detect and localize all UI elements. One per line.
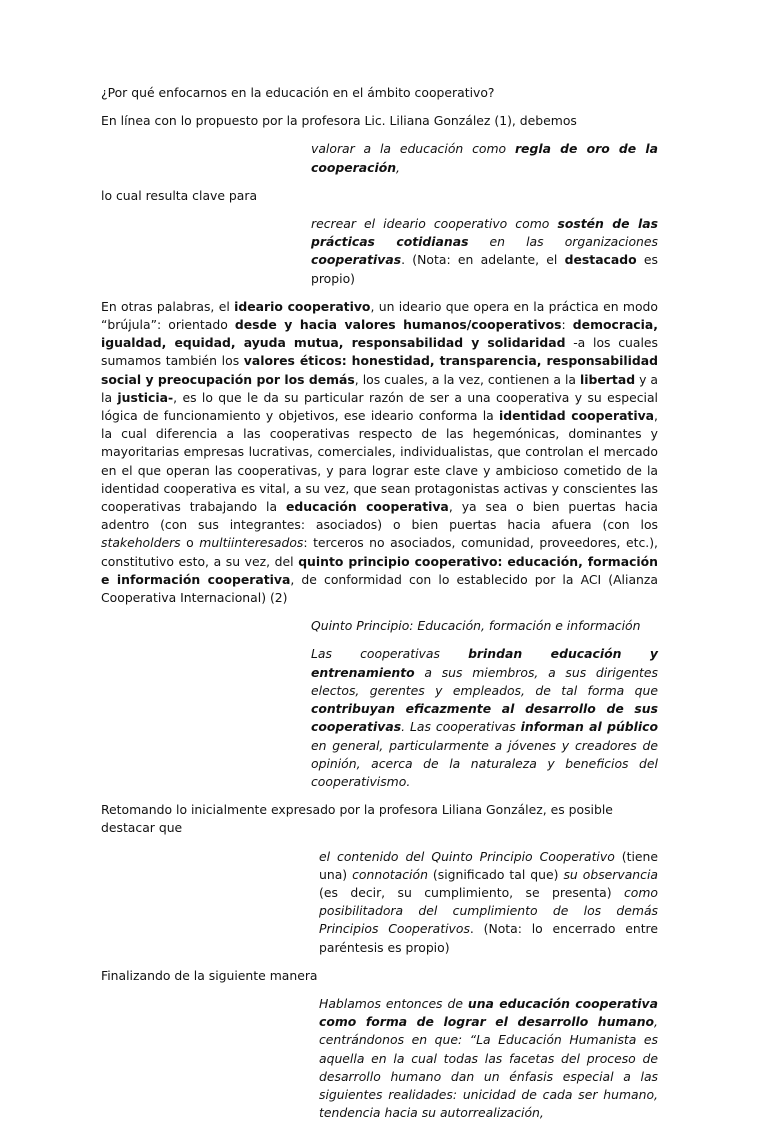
text-run: Hablamos entonces de — [319, 995, 468, 1011]
text-run: stakeholders — [101, 535, 181, 551]
text-run: : terceros no asociados, comunidad, proveedores, etc.), constitutivo esto, a su vez, del — [101, 535, 658, 569]
text-run: multiinteresados — [199, 535, 304, 551]
text-run: quinto principio cooperativo: educación, formación e información cooperativa — [101, 553, 658, 587]
text-run: En otras palabras, el — [101, 298, 235, 314]
text-run: democracia, igualdad, equidad, ayuda mutua, responsabilidad y solidaridad — [101, 317, 658, 351]
heading-question: ¿Por qué enfocarnos en la educación en el ámbito cooperativo? — [101, 85, 495, 100]
paragraph-intro: En línea con lo propuesto por la profesora Lic. Liliana González (1), debemos — [101, 113, 577, 129]
text-run: justicia- — [117, 389, 174, 405]
text-run: libertad — [580, 371, 636, 387]
text-run: , ya sea o bien puertas hacia adentro (con sus integrantes: asociados) o bien puertas hacia afuera (con los — [101, 499, 658, 533]
text-run: , centrándonos en que: “La Educación Humanista es aquella en la cual todas las facetas del proceso de desarrollo humano dan un énfasis especial a las siguientes realidades: unicidad de cada ser humano, tendencia hacia su autorrealización, — [319, 1014, 658, 1121]
text-run: sostén de las prácticas cotidianas — [311, 216, 659, 250]
text-run: -a los cuales sumamos también los — [101, 335, 658, 369]
quote-connotation — [319, 848, 658, 957]
text-run: connotación — [352, 866, 428, 882]
text-run: . (Nota: en adelante, el — [401, 252, 565, 268]
text-run: una educación cooperativa como forma de lograr el desarrollo humano — [319, 995, 658, 1030]
text-run: , de conformidad con lo establecido por la ACI (Alianza Cooperativa Internacional) (2) — [101, 571, 658, 606]
text-run: : — [561, 317, 573, 333]
text-run: Las cooperativas — [311, 646, 469, 662]
text-run: es propio) — [311, 252, 658, 286]
text-run: . Las cooperativas — [401, 719, 521, 735]
text-run: a sus miembros, a sus dirigentes electos, gerentes y empleados, de tal forma que — [311, 664, 658, 698]
text-run: brindan educación y entrenamiento — [311, 646, 658, 680]
text-run: (es decir, su cumplimiento, se presenta) — [319, 884, 624, 900]
paragraph-retomando: Retomando lo inicialmente expresado por la profesora Liliana González, es posible destacar que — [101, 802, 613, 836]
text-run: como posibilitadora del cumplimiento de los demás Principios Cooperativos — [319, 884, 658, 937]
text-run: (significado tal que) — [427, 866, 564, 882]
text-run: educación cooperativa — [286, 499, 449, 515]
text-run: cooperativas — [311, 252, 402, 268]
text-run: recrear el ideario cooperativo como — [311, 216, 558, 232]
text-run: (tiene una) — [319, 848, 658, 882]
text-run: valorar a la educación como — [311, 141, 515, 157]
paragraph-ideario — [101, 298, 658, 607]
text-run: ideario cooperativo — [234, 298, 371, 314]
paragraph-finalizando: Finalizando de la siguiente manera — [101, 967, 318, 983]
text-run: , es lo que le da su particular razón de ser a una cooperativa y su especial lógica de funcionamiento y objetivos, ese ideario conforma la — [101, 389, 658, 424]
text-run: en general, particularmente a jóvenes y creadores de opinión, acerca de la naturaleza y beneficios del cooperativismo. — [311, 737, 658, 789]
document-page — [101, 84, 658, 1132]
text-run: desde y hacia valores humanos/cooperativos — [234, 317, 562, 333]
text-run: , un ideario que opera en la práctica en modo “brújula”: orientado — [101, 298, 658, 333]
quote-fifth-principle-title: Quinto Principio: Educación, formación e información — [311, 618, 641, 634]
text-run: identidad cooperativa — [499, 408, 655, 424]
text-run: informan al público — [520, 719, 658, 735]
text-run: , la cual diferencia a las cooperativas respecto de las hegemónicas, dominantes y mayoritarias empresas lucrativas, comerciales, individualistas, que controlan el mercado en el que operan las cooperativas, y para lograr este clave y ambicioso cometido de la identidad cooperativa es vital, a su vez, que sean protagonistas activas y conscientes las cooperativas trabajando la — [101, 408, 658, 515]
paragraph-key: lo cual resulta clave para — [101, 187, 258, 203]
text-run: en las organizaciones — [468, 234, 658, 250]
quote-golden-rule — [311, 140, 658, 176]
text-run: valores éticos: honestidad, transparencia, responsabilidad social y preocupación por los demás — [101, 353, 658, 387]
text-run: , — [396, 159, 400, 175]
text-run: destacado — [564, 252, 637, 268]
text-run: contribuyan eficazmente al desarrollo de sus cooperativas — [311, 701, 658, 735]
text-run: . (Nota: lo encerrado entre paréntesis es propio) — [319, 921, 658, 955]
text-run: regla de oro de la cooperación — [311, 141, 658, 175]
text-run: el contenido del Quinto Principio Cooperativo — [319, 848, 615, 864]
text-run: y a la — [101, 371, 658, 405]
text-run: , los cuales, a la vez, contienen a la — [354, 371, 581, 387]
text-run: o — [180, 535, 200, 551]
quote-humanist-education — [319, 995, 658, 1122]
text-run: su observancia — [563, 866, 658, 882]
quote-fifth-principle — [311, 645, 658, 791]
quote-ideario — [311, 215, 658, 288]
